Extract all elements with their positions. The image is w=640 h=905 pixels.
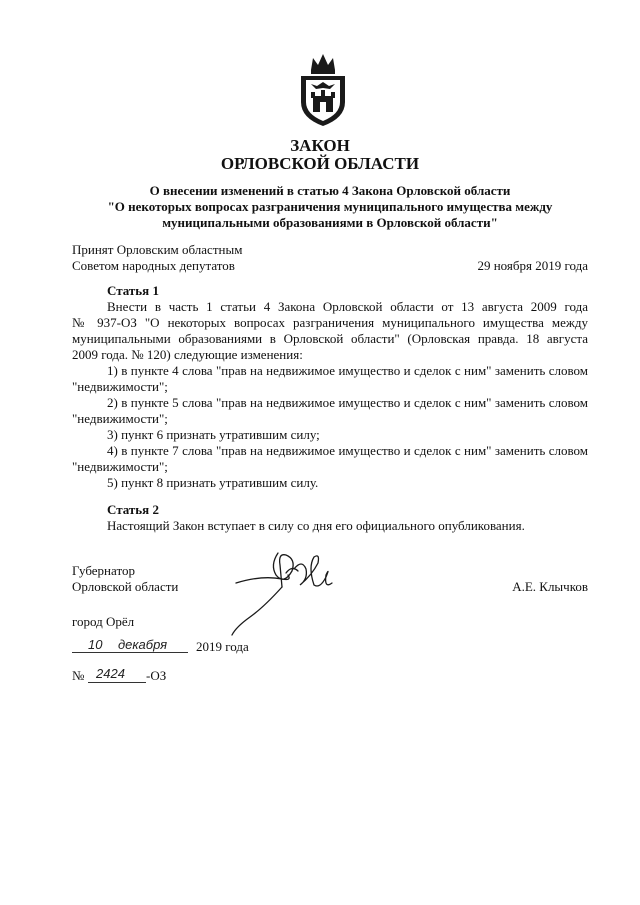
amendment-item-continuation: "недвижимости"; [72, 459, 168, 474]
law-number-prefix: № [72, 668, 85, 683]
amendment-item: 3) пункт 6 признать утратившим силу; [107, 427, 320, 442]
law-subtitle-line: О внесении изменений в статью 4 Закона Орловской области [149, 183, 511, 198]
article-1-text-line: Внести в часть 1 статьи 4 Закона Орловской области от 13 августа 2009 года [107, 299, 588, 314]
document-title: ЗАКОН [290, 136, 350, 155]
article-2-text: Настоящий Закон вступает в силу со дня его официального опубликования. [107, 518, 525, 533]
governor-name: А.Е. Клычков [512, 579, 588, 594]
amendment-item: 2) в пункте 5 слова "прав на недвижимое имущество и сделок с ним" заменить словом [107, 395, 588, 410]
city-label: город Орёл [72, 614, 135, 629]
amendment-item: 1) в пункте 4 слова "прав на недвижимое имущество и сделок с ним" заменить словом [107, 363, 588, 378]
article-2-heading: Статья 2 [107, 502, 159, 517]
amendment-item: 4) в пункте 7 слова "прав на недвижимое имущество и сделок с ним" заменить словом [107, 443, 588, 458]
signing-year: 2019 года [196, 639, 249, 654]
article-1-text-line: № 937-ОЗ "О некоторых вопросах разграничения муниципального имущества между [72, 315, 588, 330]
law-number: 2424 [96, 666, 125, 681]
signing-day: 10 [88, 637, 103, 652]
adoption-line: Принят Орловским областным [72, 242, 243, 257]
adoption-date: 29 ноября 2019 года [477, 258, 588, 273]
governor-region: Орловской области [72, 579, 179, 594]
law-number-suffix: -ОЗ [146, 668, 167, 683]
governor-title: Губернатор [72, 563, 135, 578]
handwritten-signature [222, 545, 352, 640]
law-subtitle-line: "О некоторых вопросах разграничения муниципального имущества между [107, 199, 553, 214]
document-title-region: ОРЛОВСКОЙ ОБЛАСТИ [220, 154, 420, 173]
number-underline [88, 682, 146, 683]
article-1-text-line: 2009 года. № 120) следующие изменения: [72, 347, 303, 362]
adoption-line: Советом народных депутатов [72, 258, 235, 273]
amendment-item-continuation: "недвижимости"; [72, 379, 168, 394]
signing-month: декабря [118, 637, 168, 652]
article-1-heading: Статья 1 [107, 283, 159, 298]
date-underline [72, 652, 188, 653]
article-1-text-line: муниципальными образованиями в Орловской области" (Орловская правда. 18 августа [72, 331, 588, 346]
law-subtitle-line: муниципальными образованиями в Орловской области" [162, 215, 498, 230]
amendment-item: 5) пункт 8 признать утратившим силу. [107, 475, 319, 490]
amendment-item-continuation: "недвижимости"; [72, 411, 168, 426]
coat-of-arms-emblem [297, 52, 349, 128]
